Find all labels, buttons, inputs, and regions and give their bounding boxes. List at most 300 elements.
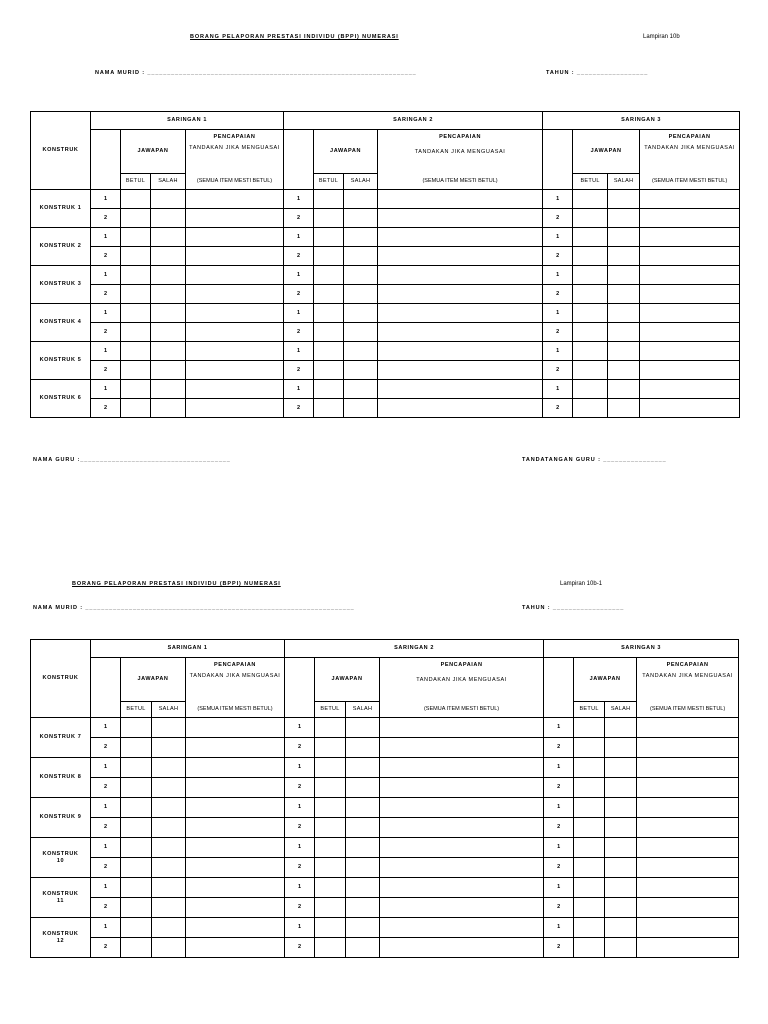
- item-number: 1: [91, 190, 121, 209]
- salah-cell[interactable]: [152, 798, 186, 818]
- pencapaian-cell[interactable]: [380, 718, 544, 738]
- pencapaian-cell[interactable]: [186, 838, 285, 858]
- betul-cell[interactable]: [121, 228, 151, 247]
- betul-cell[interactable]: [314, 361, 344, 380]
- salah-cell[interactable]: [608, 399, 640, 418]
- salah-header: SALAH: [344, 174, 378, 190]
- item-number: 2: [91, 738, 121, 758]
- betul-cell[interactable]: [121, 738, 152, 758]
- salah-cell[interactable]: [344, 228, 378, 247]
- salah-cell[interactable]: [152, 878, 186, 898]
- konstruk-row: [31, 718, 739, 738]
- item-number: 2: [285, 938, 315, 958]
- konstruk-label: KONSTRUK 9: [31, 798, 91, 838]
- konstruk-label: KONSTRUK 11: [31, 878, 91, 918]
- betul-cell[interactable]: [315, 878, 346, 898]
- jawapan-header: JAWAPAN: [573, 130, 640, 174]
- konstruk-row: [31, 798, 739, 818]
- betul-cell[interactable]: [121, 878, 152, 898]
- betul-cell[interactable]: [121, 858, 152, 878]
- betul-cell[interactable]: [573, 304, 608, 323]
- salah-cell[interactable]: [608, 380, 640, 399]
- item-number: 2: [285, 858, 315, 878]
- pencapaian-cell[interactable]: [186, 323, 284, 342]
- tandakan-label: TANDAKAN JIKA MENGUASAI: [189, 145, 280, 152]
- salah-cell[interactable]: [151, 399, 186, 418]
- betul-cell[interactable]: [315, 778, 346, 798]
- salah-cell[interactable]: [346, 918, 380, 938]
- pencapaian-cell[interactable]: [637, 858, 739, 878]
- salah-cell[interactable]: [152, 918, 186, 938]
- betul-cell[interactable]: [121, 818, 152, 838]
- betul-cell[interactable]: [121, 838, 152, 858]
- pencapaian-cell[interactable]: [637, 898, 739, 918]
- salah-cell[interactable]: [605, 898, 637, 918]
- pencapaian-cell[interactable]: [640, 209, 740, 228]
- pencapaian-cell[interactable]: [380, 818, 544, 838]
- pencapaian-cell[interactable]: [186, 878, 285, 898]
- item-header-cell: [91, 130, 121, 190]
- konstruk-header: KONSTRUK: [31, 640, 91, 718]
- betul-cell[interactable]: [574, 938, 605, 958]
- betul-cell[interactable]: [573, 190, 608, 209]
- item-number: 2: [543, 399, 573, 418]
- betul-cell[interactable]: [574, 858, 605, 878]
- salah-cell[interactable]: [151, 342, 186, 361]
- salah-cell[interactable]: [346, 858, 380, 878]
- betul-cell[interactable]: [573, 209, 608, 228]
- konstruk-row: [31, 380, 740, 399]
- betul-cell[interactable]: [315, 798, 346, 818]
- betul-header: BETUL: [121, 174, 151, 190]
- pencapaian-cell[interactable]: [640, 247, 740, 266]
- pencapaian-cell[interactable]: [640, 285, 740, 304]
- item-number: 2: [543, 285, 573, 304]
- betul-cell[interactable]: [121, 778, 152, 798]
- form2-tahun-field[interactable]: TAHUN : __________________: [522, 605, 625, 611]
- salah-cell[interactable]: [608, 209, 640, 228]
- betul-cell[interactable]: [574, 918, 605, 938]
- betul-cell[interactable]: [574, 758, 605, 778]
- konstruk-label: KONSTRUK 5: [31, 342, 91, 380]
- betul-cell[interactable]: [314, 323, 344, 342]
- item-number: 2: [91, 858, 121, 878]
- salah-cell[interactable]: [151, 304, 186, 323]
- betul-cell[interactable]: [314, 228, 344, 247]
- salah-cell[interactable]: [605, 838, 637, 858]
- betul-header: BETUL: [121, 702, 152, 718]
- pencapaian-cell[interactable]: [378, 342, 543, 361]
- betul-cell[interactable]: [314, 399, 344, 418]
- salah-cell[interactable]: [344, 285, 378, 304]
- betul-cell[interactable]: [573, 399, 608, 418]
- pencapaian-label: PENCAPAIAN: [213, 134, 256, 140]
- pencapaian-cell[interactable]: [380, 738, 544, 758]
- salah-cell[interactable]: [344, 247, 378, 266]
- form1-nama-guru-field[interactable]: NAMA GURU :______________________________________: [33, 457, 231, 463]
- pencapaian-cell[interactable]: [640, 342, 740, 361]
- pencapaian-cell[interactable]: [186, 247, 284, 266]
- pencapaian-cell[interactable]: [380, 798, 544, 818]
- item-number: 1: [285, 758, 315, 778]
- pencapaian-cell[interactable]: [186, 228, 284, 247]
- konstruk-row: [31, 838, 739, 858]
- item-number: 1: [91, 798, 121, 818]
- salah-cell[interactable]: [608, 361, 640, 380]
- salah-cell[interactable]: [346, 778, 380, 798]
- salah-cell[interactable]: [151, 380, 186, 399]
- betul-cell[interactable]: [121, 285, 151, 304]
- betul-cell[interactable]: [121, 718, 152, 738]
- salah-cell[interactable]: [608, 247, 640, 266]
- konstruk-label: KONSTRUK 3: [31, 266, 91, 304]
- salah-cell[interactable]: [346, 758, 380, 778]
- pencapaian-cell[interactable]: [380, 918, 544, 938]
- salah-cell[interactable]: [605, 758, 637, 778]
- betul-cell[interactable]: [314, 285, 344, 304]
- salah-cell[interactable]: [152, 838, 186, 858]
- form2-nama-murid-field[interactable]: NAMA MURID : ____________________________________________________________________: [33, 605, 355, 611]
- betul-cell[interactable]: [121, 190, 151, 209]
- salah-cell[interactable]: [152, 718, 186, 738]
- pencapaian-cell[interactable]: [186, 361, 284, 380]
- item-number: 2: [543, 247, 573, 266]
- konstruk-label: KONSTRUK 7: [31, 718, 91, 758]
- salah-cell[interactable]: [344, 399, 378, 418]
- salah-header: SALAH: [608, 174, 640, 190]
- pencapaian-cell[interactable]: [186, 190, 284, 209]
- item-number: 2: [284, 209, 314, 228]
- betul-cell[interactable]: [315, 938, 346, 958]
- salah-cell[interactable]: [608, 266, 640, 285]
- betul-cell[interactable]: [315, 898, 346, 918]
- konstruk-row: [31, 898, 739, 918]
- salah-cell[interactable]: [608, 323, 640, 342]
- pencapaian-cell[interactable]: [640, 190, 740, 209]
- pencapaian-cell[interactable]: [640, 228, 740, 247]
- konstruk-row: [31, 342, 740, 361]
- pencapaian-cell[interactable]: [186, 718, 285, 738]
- konstruk-row: [31, 361, 740, 380]
- pencapaian-cell[interactable]: [186, 738, 285, 758]
- pencapaian-cell[interactable]: [637, 798, 739, 818]
- betul-cell[interactable]: [574, 778, 605, 798]
- item-number: 2: [285, 818, 315, 838]
- pencapaian-cell[interactable]: [637, 838, 739, 858]
- betul-cell[interactable]: [574, 718, 605, 738]
- item-number: 1: [284, 266, 314, 285]
- pencapaian-cell[interactable]: [380, 898, 544, 918]
- salah-cell[interactable]: [605, 798, 637, 818]
- pencapaian-cell[interactable]: [186, 858, 285, 878]
- salah-cell[interactable]: [605, 738, 637, 758]
- saringan2-header: SARINGAN 2: [284, 112, 543, 130]
- betul-cell[interactable]: [314, 209, 344, 228]
- salah-cell[interactable]: [346, 738, 380, 758]
- betul-cell[interactable]: [121, 209, 151, 228]
- salah-cell[interactable]: [608, 342, 640, 361]
- pencapaian-cell[interactable]: [378, 209, 543, 228]
- pencapaian-cell[interactable]: [640, 304, 740, 323]
- betul-cell[interactable]: [314, 190, 344, 209]
- item-number: 1: [284, 190, 314, 209]
- salah-cell[interactable]: [608, 285, 640, 304]
- pencapaian-cell[interactable]: [380, 758, 544, 778]
- konstruk-header: KONSTRUK: [31, 112, 91, 190]
- konstruk-row: [31, 918, 739, 938]
- salah-cell[interactable]: [152, 758, 186, 778]
- betul-cell[interactable]: [573, 228, 608, 247]
- betul-cell[interactable]: [121, 758, 152, 778]
- salah-cell[interactable]: [605, 858, 637, 878]
- betul-cell[interactable]: [574, 878, 605, 898]
- betul-cell[interactable]: [574, 798, 605, 818]
- semua-label: (SEMUA ITEM MESTI BETUL): [186, 702, 285, 718]
- konstruk-row: [31, 228, 740, 247]
- pencapaian-cell[interactable]: [378, 285, 543, 304]
- salah-cell[interactable]: [608, 190, 640, 209]
- salah-cell[interactable]: [346, 818, 380, 838]
- item-number: 2: [284, 247, 314, 266]
- betul-cell[interactable]: [315, 738, 346, 758]
- konstruk-row: [31, 818, 739, 838]
- salah-cell[interactable]: [346, 878, 380, 898]
- betul-cell[interactable]: [121, 898, 152, 918]
- salah-cell[interactable]: [346, 898, 380, 918]
- form2-body: [31, 718, 739, 958]
- pencapaian-label: PENCAPAIAN: [668, 134, 711, 140]
- betul-cell[interactable]: [573, 285, 608, 304]
- betul-cell[interactable]: [121, 798, 152, 818]
- betul-cell[interactable]: [314, 247, 344, 266]
- pencapaian-cell[interactable]: [186, 818, 285, 838]
- salah-cell[interactable]: [344, 304, 378, 323]
- salah-cell[interactable]: [344, 323, 378, 342]
- pencapaian-cell[interactable]: [378, 380, 543, 399]
- betul-cell[interactable]: [121, 323, 151, 342]
- jawapan-header: JAWAPAN: [315, 658, 380, 702]
- form1-nama-murid-field[interactable]: NAMA MURID : ____________________________________________________________________: [95, 70, 417, 76]
- salah-cell[interactable]: [152, 858, 186, 878]
- pencapaian-cell[interactable]: [378, 304, 543, 323]
- betul-cell[interactable]: [314, 380, 344, 399]
- pencapaian-cell[interactable]: [637, 758, 739, 778]
- salah-cell[interactable]: [605, 878, 637, 898]
- betul-cell[interactable]: [121, 918, 152, 938]
- salah-cell[interactable]: [344, 380, 378, 399]
- salah-cell[interactable]: [605, 778, 637, 798]
- semua-label: (SEMUA ITEM MESTI BETUL): [380, 702, 544, 718]
- betul-cell[interactable]: [121, 342, 151, 361]
- pencapaian-cell[interactable]: [186, 758, 285, 778]
- salah-cell[interactable]: [608, 228, 640, 247]
- salah-header: SALAH: [346, 702, 380, 718]
- salah-cell[interactable]: [605, 718, 637, 738]
- saringan1-header: SARINGAN 1: [91, 640, 285, 658]
- item-number: 1: [543, 228, 573, 247]
- pencapaian-cell[interactable]: [640, 266, 740, 285]
- betul-cell[interactable]: [314, 304, 344, 323]
- salah-cell[interactable]: [344, 266, 378, 285]
- salah-cell[interactable]: [151, 228, 186, 247]
- betul-cell[interactable]: [574, 738, 605, 758]
- pencapaian-cell[interactable]: [640, 380, 740, 399]
- pencapaian-cell[interactable]: [186, 342, 284, 361]
- salah-cell[interactable]: [151, 361, 186, 380]
- jawapan-header: JAWAPAN: [314, 130, 378, 174]
- salah-cell[interactable]: [608, 304, 640, 323]
- betul-cell[interactable]: [315, 858, 346, 878]
- pencapaian-cell[interactable]: [640, 323, 740, 342]
- betul-cell[interactable]: [573, 247, 608, 266]
- konstruk-label: KONSTRUK 6: [31, 380, 91, 418]
- form1-title: BORANG PELAPORAN PRESTASI INDIVIDU (BPPI) NUMERASI: [190, 34, 399, 40]
- salah-cell[interactable]: [151, 190, 186, 209]
- pencapaian-cell[interactable]: [380, 858, 544, 878]
- betul-cell[interactable]: [315, 758, 346, 778]
- item-header-cell: [284, 130, 314, 190]
- pencapaian-cell[interactable]: [378, 266, 543, 285]
- betul-cell[interactable]: [121, 266, 151, 285]
- form1-tahun-field[interactable]: TAHUN : __________________: [546, 70, 649, 76]
- form1-tandatangan-field[interactable]: TANDATANGAN GURU : ________________: [522, 457, 667, 463]
- betul-cell[interactable]: [314, 342, 344, 361]
- pencapaian-cell[interactable]: [640, 399, 740, 418]
- semua-label: (SEMUA ITEM MESTI BETUL): [640, 174, 740, 190]
- salah-cell[interactable]: [344, 209, 378, 228]
- salah-cell[interactable]: [605, 818, 637, 838]
- pencapaian-cell[interactable]: [186, 798, 285, 818]
- saringan3-header: SARINGAN 3: [543, 112, 740, 130]
- pencapaian-cell[interactable]: [378, 323, 543, 342]
- form1-body: [31, 190, 740, 418]
- betul-cell[interactable]: [314, 266, 344, 285]
- pencapaian-cell[interactable]: [380, 778, 544, 798]
- betul-cell[interactable]: [315, 818, 346, 838]
- konstruk-row: [31, 266, 740, 285]
- pencapaian-cell[interactable]: [637, 878, 739, 898]
- salah-cell[interactable]: [344, 361, 378, 380]
- pencapaian-cell[interactable]: [637, 738, 739, 758]
- pencapaian-cell[interactable]: [380, 838, 544, 858]
- item-header-cell: [91, 658, 121, 718]
- item-number: 1: [91, 380, 121, 399]
- betul-cell[interactable]: [574, 838, 605, 858]
- betul-cell[interactable]: [574, 818, 605, 838]
- pencapaian-cell[interactable]: [186, 209, 284, 228]
- pencapaian-header: [378, 130, 543, 174]
- salah-cell[interactable]: [151, 266, 186, 285]
- betul-cell[interactable]: [315, 838, 346, 858]
- item-number: 2: [543, 361, 573, 380]
- salah-cell[interactable]: [344, 342, 378, 361]
- salah-cell[interactable]: [344, 190, 378, 209]
- betul-cell[interactable]: [121, 399, 151, 418]
- salah-cell[interactable]: [152, 778, 186, 798]
- pencapaian-cell[interactable]: [637, 818, 739, 838]
- pencapaian-cell[interactable]: [378, 228, 543, 247]
- betul-cell[interactable]: [121, 361, 151, 380]
- pencapaian-cell[interactable]: [378, 247, 543, 266]
- betul-cell[interactable]: [573, 361, 608, 380]
- salah-cell[interactable]: [346, 798, 380, 818]
- item-number: 2: [544, 858, 574, 878]
- salah-cell[interactable]: [605, 938, 637, 958]
- item-number: 2: [91, 778, 121, 798]
- pencapaian-cell[interactable]: [640, 361, 740, 380]
- item-number: 1: [284, 304, 314, 323]
- item-number: 2: [91, 898, 121, 918]
- betul-cell[interactable]: [573, 342, 608, 361]
- salah-cell[interactable]: [346, 718, 380, 738]
- betul-cell[interactable]: [315, 718, 346, 738]
- salah-cell[interactable]: [346, 838, 380, 858]
- item-number: 1: [91, 342, 121, 361]
- salah-cell[interactable]: [151, 209, 186, 228]
- betul-cell[interactable]: [573, 266, 608, 285]
- item-number: 1: [543, 380, 573, 399]
- salah-cell[interactable]: [151, 285, 186, 304]
- betul-cell[interactable]: [121, 380, 151, 399]
- betul-cell[interactable]: [121, 938, 152, 958]
- pencapaian-cell[interactable]: [186, 778, 285, 798]
- pencapaian-cell[interactable]: [637, 778, 739, 798]
- betul-cell[interactable]: [573, 380, 608, 399]
- betul-cell[interactable]: [573, 323, 608, 342]
- salah-cell[interactable]: [151, 323, 186, 342]
- salah-cell[interactable]: [152, 818, 186, 838]
- betul-cell[interactable]: [315, 918, 346, 938]
- salah-cell[interactable]: [152, 738, 186, 758]
- item-number: 1: [543, 304, 573, 323]
- item-number: 1: [284, 380, 314, 399]
- pencapaian-cell[interactable]: [637, 718, 739, 738]
- semua-label: (SEMUA ITEM MESTI BETUL): [186, 174, 284, 190]
- konstruk-row: [31, 323, 740, 342]
- pencapaian-cell[interactable]: [186, 918, 285, 938]
- salah-cell[interactable]: [152, 938, 186, 958]
- item-number: 2: [543, 323, 573, 342]
- betul-cell[interactable]: [121, 247, 151, 266]
- betul-cell[interactable]: [574, 898, 605, 918]
- item-number: 2: [285, 778, 315, 798]
- pencapaian-cell[interactable]: [637, 938, 739, 958]
- pencapaian-cell[interactable]: [186, 380, 284, 399]
- pencapaian-cell[interactable]: [380, 878, 544, 898]
- salah-cell[interactable]: [151, 247, 186, 266]
- salah-cell[interactable]: [346, 938, 380, 958]
- pencapaian-cell[interactable]: [186, 898, 285, 918]
- item-header-cell: [543, 130, 573, 190]
- pencapaian-cell[interactable]: [637, 918, 739, 938]
- pencapaian-cell[interactable]: [186, 938, 285, 958]
- salah-cell[interactable]: [605, 918, 637, 938]
- pencapaian-cell[interactable]: [378, 361, 543, 380]
- pencapaian-cell[interactable]: [186, 399, 284, 418]
- item-number: 1: [91, 918, 121, 938]
- pencapaian-cell[interactable]: [186, 266, 284, 285]
- item-number: 2: [91, 361, 121, 380]
- pencapaian-cell[interactable]: [378, 399, 543, 418]
- pencapaian-cell[interactable]: [186, 304, 284, 323]
- pencapaian-cell[interactable]: [378, 190, 543, 209]
- pencapaian-cell[interactable]: [186, 285, 284, 304]
- item-number: 1: [543, 266, 573, 285]
- pencapaian-cell[interactable]: [380, 938, 544, 958]
- salah-cell[interactable]: [152, 898, 186, 918]
- form2-table: [30, 639, 739, 958]
- betul-cell[interactable]: [121, 304, 151, 323]
